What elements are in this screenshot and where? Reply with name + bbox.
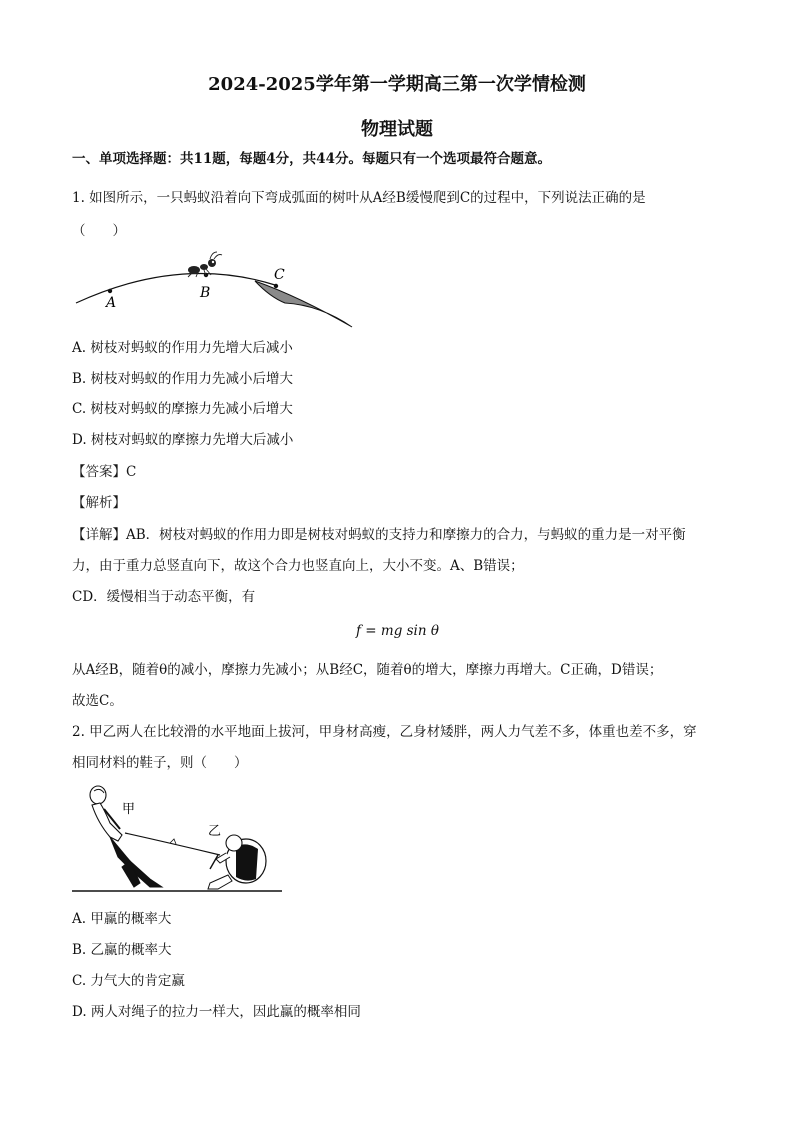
q2-option-d: D. 两人对绳子的拉力一样大，因此赢的概率相同	[72, 1004, 361, 1020]
ant-icon	[188, 252, 222, 277]
q1-stem-line1: 1. 如图所示，一只蚂蚁沿着向下弯成弧面的树叶从A经B缓慢爬到C的过程中，下列说法正确的是	[72, 190, 646, 206]
label-a: A	[106, 295, 117, 311]
q1-option-b: B. 树枝对蚂蚁的作用力先减小后增大	[72, 371, 294, 387]
subject-title: 物理试题	[361, 119, 433, 140]
q1-leaf-figure	[70, 245, 360, 335]
q1-stem-line2: （ ）	[72, 223, 126, 239]
person-yi	[208, 835, 266, 889]
q2-option-a: A. 甲赢的概率大	[72, 911, 172, 927]
q1-detail-line3: CD．缓慢相当于动态平衡，有	[72, 589, 256, 605]
point-a	[108, 289, 112, 293]
label-jia: 甲	[122, 802, 136, 817]
q1-formula: f = mg sin θ	[356, 623, 439, 639]
label-yi: 乙	[208, 824, 222, 839]
point-c	[274, 284, 278, 288]
q1-detail-line2: 力，由于重力总竖直向下，故这个合力也竖直向上，大小不变。A、B错误；	[72, 558, 524, 574]
section-heading: 一、单项选择题：共11题，每题4分，共44分。每题只有一个选项最符合题意。	[72, 151, 551, 167]
q2-stem-line1: 2. 甲乙两人在比较滑的水平地面上拔河，甲身材高瘦，乙身材矮胖，两人力气差不多，体重也差不多，穿	[72, 724, 697, 740]
label-b: B	[200, 285, 211, 301]
q1-detail-line4: 从A经B，随着θ的减小，摩擦力先减小；从B经C，随着θ的增大，摩擦力再增大。C正确，D错误；	[72, 662, 663, 678]
q2-option-b: B. 乙赢的概率大	[72, 942, 172, 958]
q2-stem-line2: 相同材料的鞋子，则（ ）	[72, 755, 248, 771]
q2-tug-of-war-figure	[70, 783, 285, 895]
q1-analysis-tag: 【解析】	[72, 495, 126, 511]
q1-detail-line5: 故选C。	[72, 693, 123, 709]
exam-title: 2024-2025学年第一学期高三第一次学情检测	[208, 74, 586, 95]
q1-option-c: C. 树枝对蚂蚁的摩擦力先减小后增大	[72, 401, 293, 417]
q1-option-a: A. 树枝对蚂蚁的作用力先增大后减小	[72, 340, 293, 356]
label-c: C	[274, 267, 285, 283]
q2-option-c: C. 力气大的肯定赢	[72, 973, 185, 989]
q1-detail-line1: 【详解】AB．树枝对蚂蚁的作用力即是树枝对蚂蚁的支持力和摩擦力的合力，与蚂蚁的重力是一对平衡	[72, 527, 686, 543]
q1-option-d: D. 树枝对蚂蚁的摩擦力先增大后减小	[72, 432, 294, 448]
leaf-tip	[255, 281, 352, 327]
rope	[125, 833, 220, 855]
q1-answer: 【答案】C	[72, 464, 137, 480]
